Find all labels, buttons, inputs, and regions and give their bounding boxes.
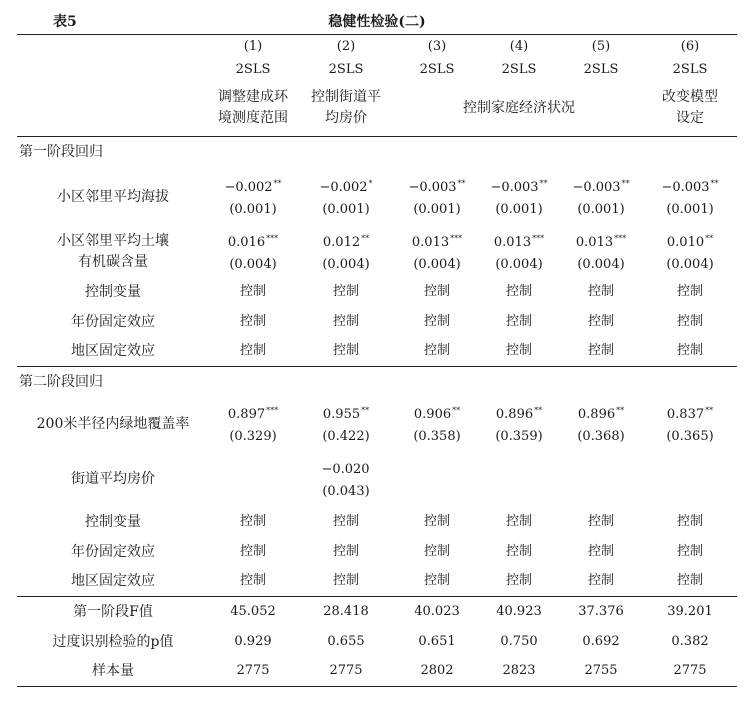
std-error: (0.001) — [229, 201, 277, 217]
coef-cell — [643, 451, 737, 507]
value-cell: 2775 — [643, 657, 737, 687]
col-method: 2SLS — [328, 61, 364, 77]
value-cell: 45.052 — [209, 597, 297, 627]
row-label: 街道平均房价 — [71, 470, 155, 487]
coef-cell — [643, 167, 737, 227]
title-row — [17, 0, 737, 34]
value-cell: 2802 — [395, 657, 479, 687]
value-row — [17, 597, 737, 627]
std-error: (0.358) — [413, 428, 461, 444]
coef-cell — [297, 397, 395, 451]
value-cell: 控制 — [423, 573, 450, 589]
coef-cell — [297, 227, 395, 277]
col-method: 2SLS — [419, 61, 455, 77]
value-row — [17, 307, 737, 337]
regression-table — [17, 34, 737, 687]
coef-value: −0.003 — [661, 179, 710, 195]
row-label: 年份固定效应 — [71, 313, 155, 330]
value-cell: 控制 — [239, 543, 266, 559]
col-num: (2) — [297, 35, 395, 59]
col-method: 2SLS — [235, 61, 271, 77]
value-cell: 39.201 — [643, 597, 737, 627]
significance-stars: ** — [710, 178, 719, 188]
coef-cell — [559, 451, 643, 507]
coef-value: −0.002 — [319, 179, 368, 195]
col-num: (4) — [479, 35, 559, 59]
value-cell: 控制 — [332, 343, 359, 359]
value-cell: 控制 — [505, 343, 532, 359]
col-desc-merged: 控制家庭经济状况 — [463, 99, 575, 116]
row-label: 样本量 — [17, 657, 209, 687]
section-label: 第一阶段回归 — [17, 137, 737, 167]
value-row — [17, 277, 737, 307]
std-error: (0.004) — [413, 256, 461, 272]
coef-value: −0.003 — [572, 179, 621, 195]
header-num-row — [17, 35, 737, 59]
significance-stars: ** — [361, 233, 370, 243]
table-label: 表5 — [53, 14, 77, 30]
coef-value: 0.897 — [227, 406, 266, 422]
coef-cell — [209, 397, 297, 451]
std-error: (0.004) — [577, 256, 625, 272]
std-error: (0.001) — [666, 201, 714, 217]
coef-value: −0.003 — [408, 179, 457, 195]
value-cell: 控制 — [676, 343, 703, 359]
value-cell: 控制 — [332, 283, 359, 299]
section-stage2 — [17, 367, 737, 397]
coef-cell — [209, 167, 297, 227]
col-num: (3) — [395, 35, 479, 59]
row-label: 过度识别检验的p值 — [52, 633, 174, 650]
value-cell: 控制 — [423, 513, 450, 529]
value-row — [17, 567, 737, 597]
coef-cell — [479, 451, 559, 507]
value-row — [17, 507, 737, 537]
row-label: 地区固定效应 — [71, 343, 155, 360]
col-num: (6) — [643, 35, 737, 59]
value-cell: 40.023 — [395, 597, 479, 627]
coef-value: 0.013 — [411, 234, 450, 250]
row-label: 小区邻里平均土壤有机碳含量 — [57, 232, 169, 270]
col-num: (5) — [559, 35, 643, 59]
coef-cell — [297, 451, 395, 507]
significance-stars: ** — [616, 405, 625, 415]
std-error: (0.001) — [577, 201, 625, 217]
coef-value: −0.020 — [321, 461, 370, 477]
value-cell: 0.655 — [327, 633, 365, 649]
value-row — [17, 657, 737, 687]
value-row — [17, 627, 737, 657]
value-cell: 控制 — [423, 313, 450, 329]
row-label: 地区固定效应 — [71, 573, 155, 590]
header-corner — [17, 35, 209, 59]
significance-stars: *** — [266, 233, 279, 243]
significance-stars: * — [368, 178, 373, 188]
coef-cell — [395, 397, 479, 451]
significance-stars: ** — [539, 178, 548, 188]
value-cell: 控制 — [423, 543, 450, 559]
coef-value: 0.013 — [493, 234, 532, 250]
col-method: 2SLS — [501, 61, 537, 77]
section-label: 第二阶段回归 — [17, 367, 737, 397]
row-label: 年份固定效应 — [71, 543, 155, 560]
coef-cell — [479, 397, 559, 451]
coef-row — [17, 397, 737, 451]
coef-value: 0.906 — [413, 406, 452, 422]
value-row — [17, 337, 737, 367]
value-cell: 37.376 — [559, 597, 643, 627]
significance-stars: ** — [621, 178, 630, 188]
significance-stars: ** — [361, 405, 370, 415]
value-cell: 2775 — [209, 657, 297, 687]
value-cell: 控制 — [505, 513, 532, 529]
std-error: (0.422) — [322, 428, 370, 444]
std-error: (0.365) — [666, 428, 714, 444]
coef-cell — [643, 227, 737, 277]
coef-row — [17, 227, 737, 277]
header-method-row — [17, 59, 737, 81]
value-cell: 40.923 — [479, 597, 559, 627]
coef-cell — [479, 167, 559, 227]
std-error: (0.359) — [495, 428, 543, 444]
value-cell: 控制 — [505, 573, 532, 589]
value-cell: 0.750 — [500, 633, 538, 649]
row-label: 控制变量 — [85, 513, 141, 530]
value-cell: 控制 — [587, 573, 614, 589]
value-cell: 控制 — [676, 543, 703, 559]
coef-value: 0.013 — [575, 234, 614, 250]
value-cell: 控制 — [676, 313, 703, 329]
significance-stars: ** — [452, 405, 461, 415]
std-error: (0.001) — [495, 201, 543, 217]
coef-cell — [395, 167, 479, 227]
section-stage1 — [17, 137, 737, 167]
coef-value: 0.016 — [227, 234, 266, 250]
value-cell: 控制 — [676, 573, 703, 589]
col-desc: 改变模型设定 — [662, 89, 718, 127]
std-error: (0.004) — [495, 256, 543, 272]
col-num: (1) — [209, 35, 297, 59]
significance-stars: ** — [457, 178, 466, 188]
table-page — [17, 0, 737, 687]
coef-cell — [479, 227, 559, 277]
value-cell: 控制 — [587, 283, 614, 299]
coef-cell — [395, 451, 479, 507]
coef-value: 0.955 — [322, 406, 361, 422]
coef-value: 0.896 — [495, 406, 534, 422]
value-cell: 控制 — [676, 513, 703, 529]
coef-value: 0.012 — [322, 234, 361, 250]
value-cell: 控制 — [587, 543, 614, 559]
value-row — [17, 537, 737, 567]
significance-stars: *** — [614, 233, 627, 243]
std-error: (0.004) — [322, 256, 370, 272]
value-cell: 控制 — [505, 283, 532, 299]
coef-value: 0.896 — [577, 406, 616, 422]
std-error: (0.368) — [577, 428, 625, 444]
value-cell: 控制 — [239, 313, 266, 329]
coef-row — [17, 451, 737, 507]
coef-cell — [559, 227, 643, 277]
std-error: (0.004) — [229, 256, 277, 272]
table-title: 稳健性检验(二) — [328, 14, 426, 30]
value-cell: 2823 — [479, 657, 559, 687]
value-cell: 控制 — [332, 543, 359, 559]
coef-cell — [209, 451, 297, 507]
std-error: (0.043) — [322, 483, 370, 499]
value-cell: 控制 — [239, 573, 266, 589]
significance-stars: ** — [705, 405, 714, 415]
value-cell: 控制 — [332, 513, 359, 529]
row-label: 第一阶段F值 — [17, 597, 209, 627]
significance-stars: *** — [532, 233, 545, 243]
value-cell: 2775 — [297, 657, 395, 687]
row-label: 控制变量 — [85, 283, 141, 300]
col-method: 2SLS — [583, 61, 619, 77]
coef-value: 0.010 — [666, 234, 705, 250]
significance-stars: ** — [273, 178, 282, 188]
value-cell: 0.651 — [418, 633, 456, 649]
value-cell: 控制 — [239, 283, 266, 299]
value-cell: 0.929 — [234, 633, 272, 649]
col-desc: 控制街道平均房价 — [311, 89, 381, 127]
value-cell: 2755 — [559, 657, 643, 687]
coef-cell — [559, 167, 643, 227]
value-cell: 控制 — [332, 573, 359, 589]
row-label: 小区邻里平均海拔 — [57, 188, 169, 205]
coef-row — [17, 167, 737, 227]
coef-value: −0.003 — [490, 179, 539, 195]
col-desc: 调整建成环境测度范围 — [218, 89, 288, 127]
std-error: (0.001) — [413, 201, 461, 217]
significance-stars: *** — [450, 233, 463, 243]
value-cell: 控制 — [587, 313, 614, 329]
std-error: (0.329) — [229, 428, 277, 444]
value-cell: 控制 — [239, 343, 266, 359]
significance-stars: ** — [705, 233, 714, 243]
value-cell: 0.692 — [582, 633, 620, 649]
col-method: 2SLS — [672, 61, 708, 77]
coef-cell — [209, 227, 297, 277]
significance-stars: *** — [266, 405, 279, 415]
value-cell: 控制 — [676, 283, 703, 299]
value-cell: 控制 — [587, 513, 614, 529]
std-error: (0.004) — [666, 256, 714, 272]
coef-cell — [559, 397, 643, 451]
value-cell: 控制 — [239, 513, 266, 529]
value-cell: 控制 — [423, 283, 450, 299]
significance-stars: ** — [534, 405, 543, 415]
coef-cell — [643, 397, 737, 451]
value-cell: 控制 — [505, 313, 532, 329]
value-cell: 控制 — [587, 343, 614, 359]
header-desc-row — [17, 81, 737, 137]
std-error: (0.001) — [322, 201, 370, 217]
value-cell: 控制 — [423, 343, 450, 359]
row-label: 200米半径内绿地覆盖率 — [36, 415, 190, 432]
coef-cell — [297, 167, 395, 227]
value-cell: 控制 — [505, 543, 532, 559]
coef-value: 0.837 — [666, 406, 705, 422]
coef-value: −0.002 — [224, 179, 273, 195]
value-cell: 28.418 — [297, 597, 395, 627]
value-cell: 控制 — [332, 313, 359, 329]
value-cell: 0.382 — [671, 633, 709, 649]
coef-cell — [395, 227, 479, 277]
